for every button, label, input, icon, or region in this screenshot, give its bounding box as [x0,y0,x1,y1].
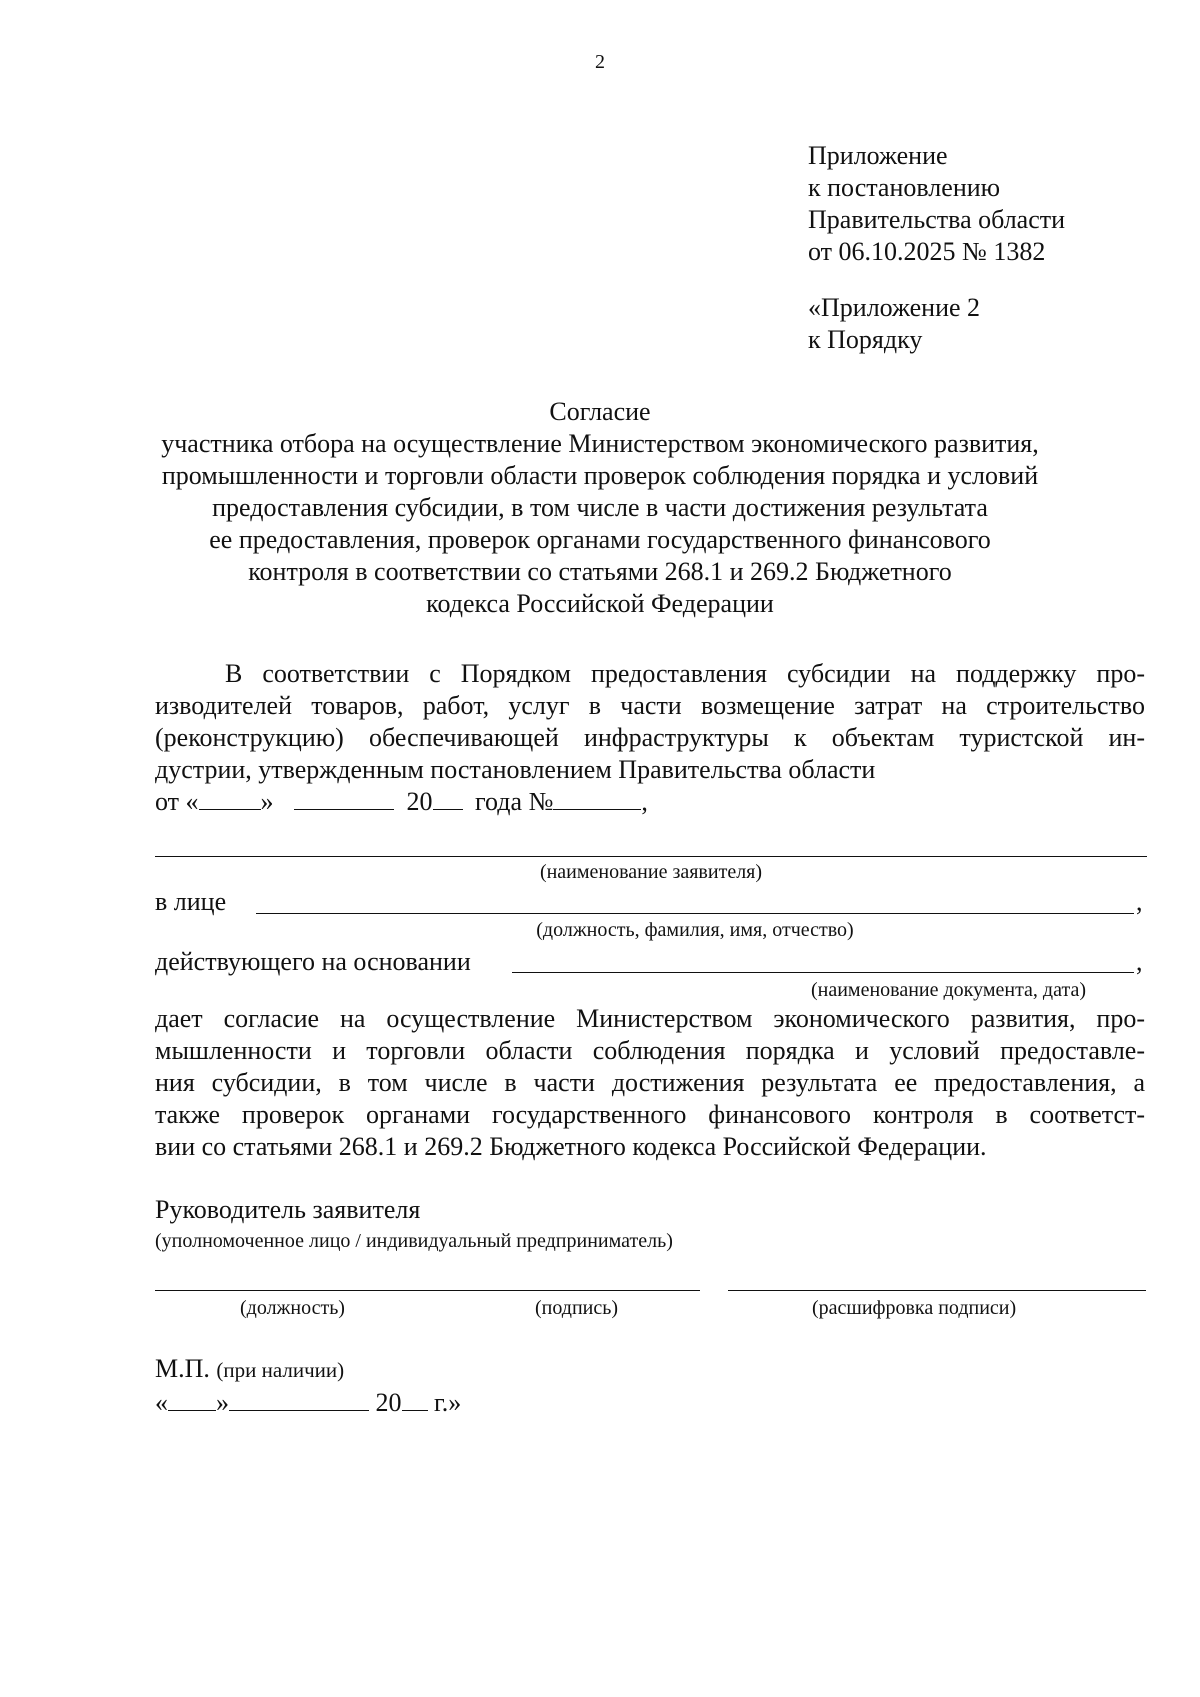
stamp-date-close: » [216,1388,229,1417]
day-blank[interactable] [199,787,261,810]
year-blank[interactable] [433,787,463,810]
date-prefix: от « [155,787,199,816]
intro-line: В соответствии с Порядком предоставления субсидии на поддержку про- [225,659,1145,688]
stamp-month-blank[interactable] [229,1388,369,1411]
intro-paragraph [155,658,1145,818]
consent-paragraph [155,1003,1145,1163]
consent-line: дает согласие на осуществление Министерством экономического развития, про- [155,1004,1145,1033]
decoding-caption: (расшифровка подписи) [812,1297,1017,1319]
stamp-note: (при наличии) [216,1358,345,1382]
signature-head: Руководитель заявителя [155,1195,421,1224]
consent-line: мышленности и торговли области соблюдения порядка и условий предоставле- [155,1036,1145,1065]
consent-line: также проверок органами государственного финансового контроля в соответст- [155,1100,1145,1129]
basis-caption-text: (наименование документа, дата) [810,979,1086,1001]
stamp-label: М.П. [155,1354,210,1383]
intro-line: дустрии, утвержденным постановлением Правительства области [155,755,876,784]
position-caption: (должность) [240,1297,345,1319]
title-line: предоставления субсидии, в том числе в части достижения результата [212,493,988,522]
appendix-line: от 06.10.2025 № 1382 [808,237,1046,266]
appendix-line: Правительства области [808,205,1066,234]
stamp-suffix: г.» [434,1388,462,1417]
document-title [150,396,1050,620]
title-line: кодекса Российской Федерации [426,589,774,618]
basis-caption [512,978,1134,1002]
month-blank[interactable] [294,787,394,810]
title-line: контроля в соответствии со статьями 268.1 и 269.2 Бюджетного [248,557,952,586]
appendix-sub-line: «Приложение 2 [808,293,981,322]
represented-name-line[interactable] [256,913,1134,914]
date-quote-close: » [260,787,274,816]
date-line-end: , [641,787,648,816]
basis-document-line[interactable] [512,972,1134,973]
title-heading: Согласие [549,397,651,426]
position-signature-line[interactable] [155,1290,700,1291]
represented-comma: , [1136,887,1143,916]
stamp-year-blank[interactable] [402,1388,428,1411]
basis-comma: , [1136,947,1143,976]
appendix-line: к постановлению [808,173,1001,202]
stamp-block [155,1353,461,1419]
year-suffix: года № [475,787,554,816]
applicant-name-line[interactable] [155,856,1147,857]
appendix-line: Приложение [808,141,948,170]
intro-line: изводителей товаров, работ, услуг в части возмещение затрат на строительство [155,691,1145,720]
date-line [155,786,1145,818]
intro-line: (реконструкцию) обеспечивающей инфраструктуры к объектам туристской ин- [155,723,1145,752]
represented-label: в лице [155,887,227,916]
represented-caption: (должность, фамилия, имя, отчество) [536,919,854,941]
year-prefix: 20 [406,787,433,816]
decoding-line[interactable] [728,1290,1146,1291]
consent-line: ния субсидии, в том числе в части достижения результата ее предоставления, а [155,1068,1145,1097]
title-line: промышленности и торговли области проверок соблюдения порядка и условий [161,461,1039,490]
consent-line: вии со статьями 268.1 и 269.2 Бюджетного кодекса Российской Федерации. [155,1132,987,1161]
basis-label: действующего на основании [155,947,471,976]
applicant-caption: (наименование заявителя) [539,861,763,883]
appendix-block [808,140,1188,356]
signature-block [155,1194,1145,1256]
signature-head-note: (уполномоченное лицо / индивидуальный предприниматель) [155,1230,673,1252]
title-line: участника отбора на осуществление Министерством экономического развития, [161,429,1039,458]
stamp-year: 20 [375,1388,402,1417]
signature-caption: (подпись) [535,1297,619,1319]
stamp-date-open: « [155,1388,168,1417]
appendix-sub-line: к Порядку [808,325,923,354]
stamp-date-line [155,1387,461,1419]
number-blank[interactable] [553,787,641,810]
title-line: ее предоставления, проверок органами государственного финансового [209,525,991,554]
stamp-day-blank[interactable] [168,1388,216,1411]
page-number: 2 [595,51,605,73]
